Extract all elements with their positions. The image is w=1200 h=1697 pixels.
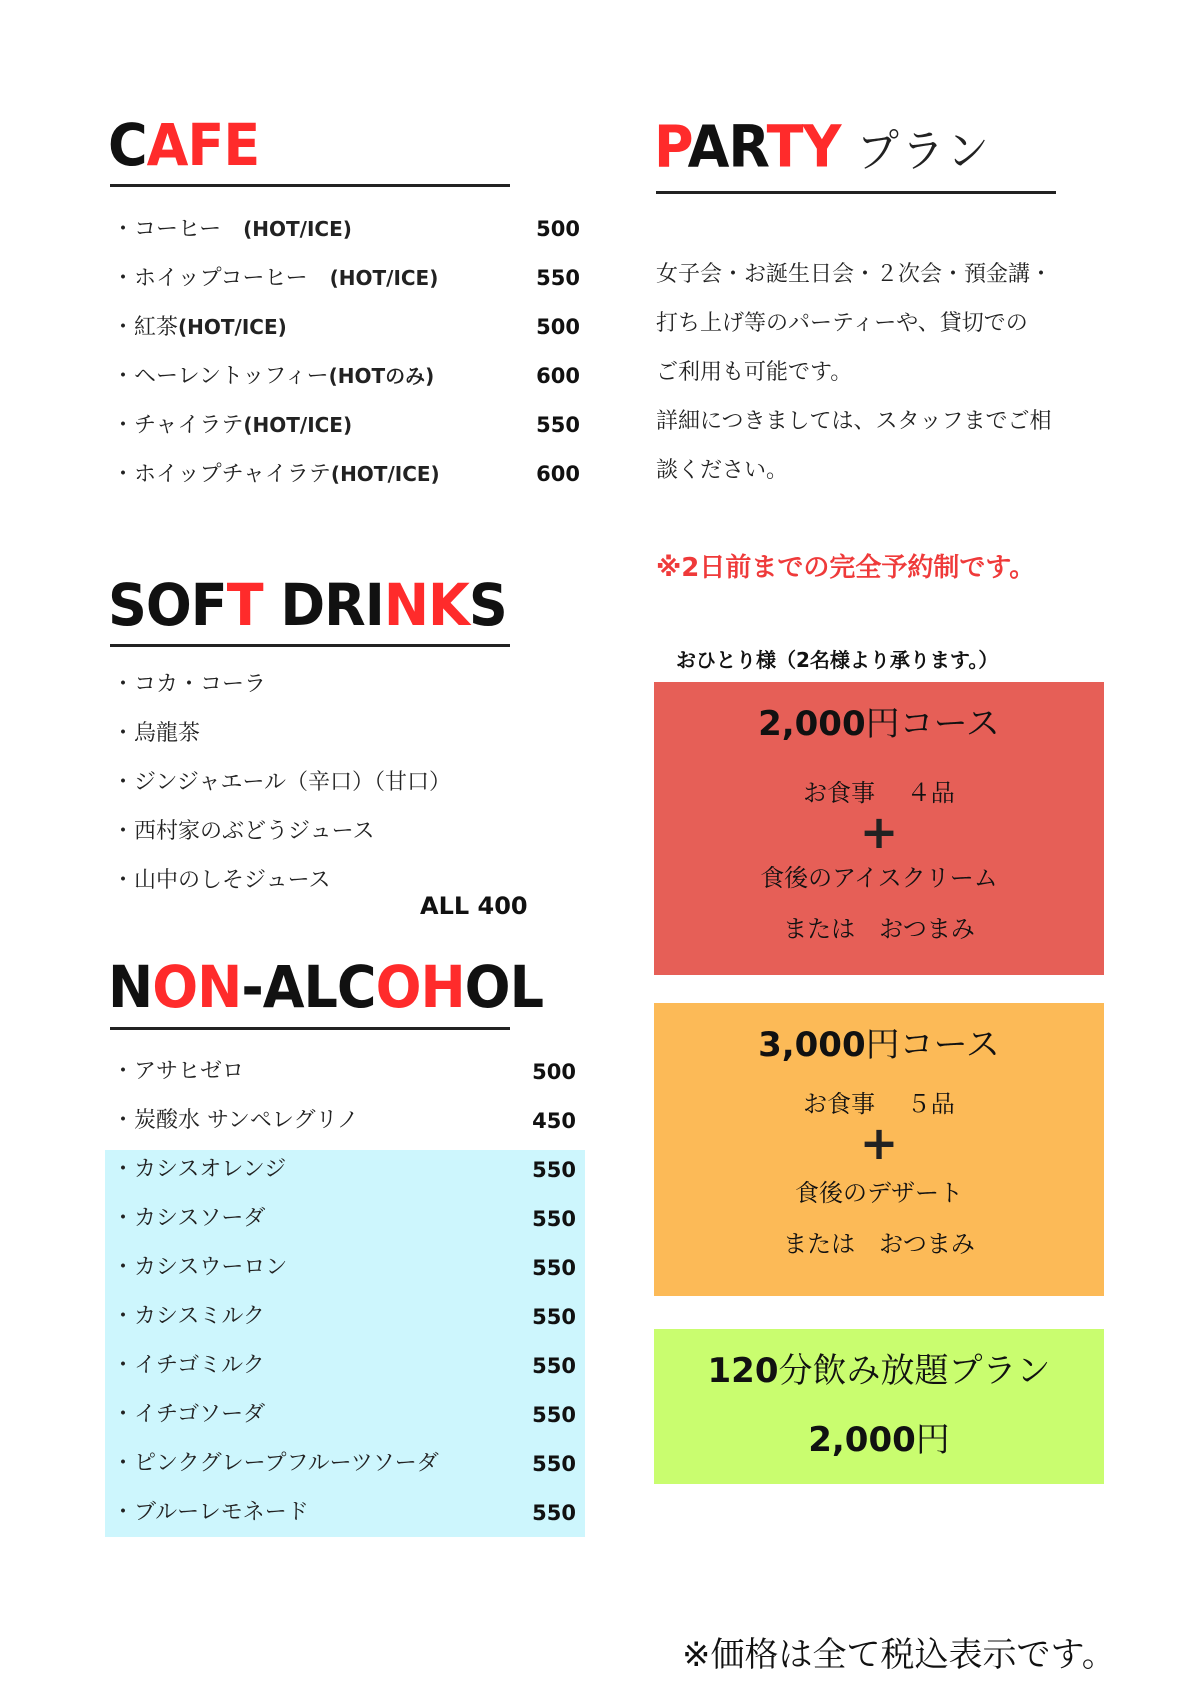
reservation-notice: ※2日前までの完全予約制です。	[656, 553, 1036, 583]
course-2000-meal: お食事 ４品	[803, 779, 955, 807]
item-price: 550	[536, 413, 580, 437]
course-3000-heading: 3,000円コース	[758, 1025, 1000, 1065]
item-price: 550	[532, 1256, 576, 1280]
all-you-can-drink-box	[654, 1329, 1104, 1484]
cafe-title-part: C	[108, 111, 147, 180]
description-line: 談ください。	[656, 458, 789, 483]
list-item: ・ホイップコーヒー (HOT/ICE)	[112, 266, 439, 291]
list-item: ・烏龍茶	[112, 721, 201, 746]
item-price: 550	[532, 1207, 576, 1231]
course-3000-box	[654, 1003, 1104, 1296]
list-item: ・山中のしそジュース	[112, 868, 331, 893]
item-price: 500	[536, 315, 580, 339]
list-item: ・ブルーレモネード	[112, 1500, 309, 1525]
item-price: 500	[532, 1060, 576, 1084]
per-person-label: おひとり様（2名様より承ります。）	[676, 648, 999, 672]
item-price: 550	[532, 1305, 576, 1329]
tax-included-note: ※価格は全て税込表示です。	[682, 1635, 1116, 1675]
cafe-title-part: AFE	[146, 111, 260, 180]
plus-icon: +	[859, 805, 899, 859]
list-item: ・西村家のぶどうジュース	[112, 819, 375, 844]
list-item: ・ヘーレントッフィー(HOTのみ)	[112, 364, 435, 389]
list-item: ・カシスミルク	[112, 1304, 265, 1329]
description-line: 女子会・お誕生日会・２次会・預金講・	[656, 262, 1053, 287]
list-item: ・ピンクグレープフルーツソーダ	[112, 1451, 439, 1476]
item-price: 600	[536, 462, 580, 486]
course-3000-meal: お食事 ５品	[803, 1090, 955, 1118]
list-item: ・ホイップチャイラテ(HOT/ICE)	[112, 462, 440, 487]
list-item: ・炭酸水 サンペレグリノ	[112, 1108, 359, 1133]
plus-icon: +	[859, 1116, 899, 1170]
item-price: 550	[532, 1501, 576, 1525]
course-3000-dessert: 食後のデザート	[795, 1179, 963, 1207]
description-line: 詳細につきましては、スタッフまでご相	[656, 409, 1052, 434]
non-alcohol-title: NON-ALCOHOL	[108, 953, 543, 1022]
list-item: ・カシスオレンジ	[112, 1157, 287, 1182]
party-description	[656, 250, 1052, 495]
non-alcohol-divider	[110, 1027, 510, 1030]
list-item: ・カシスウーロン	[112, 1255, 288, 1280]
list-item: ・コカ・コーラ	[112, 672, 267, 697]
all-you-can-drink-price: 2,000円	[808, 1420, 950, 1460]
item-price: 600	[536, 364, 580, 388]
item-price: 500	[536, 217, 580, 241]
list-item: ・イチゴソーダ	[112, 1402, 266, 1427]
soft-drinks-divider	[110, 644, 510, 647]
cafe-divider	[110, 184, 510, 187]
item-price: 450	[532, 1109, 576, 1133]
list-item: ・カシスソーダ	[112, 1206, 266, 1231]
all-you-can-drink-title: 120分飲み放題プラン	[707, 1351, 1051, 1391]
course-2000-box	[654, 682, 1104, 975]
list-item: ・コーヒー (HOT/ICE)	[112, 217, 352, 242]
item-price: 550	[532, 1452, 576, 1476]
course-2000-dessert: 食後のアイスクリーム	[760, 864, 998, 892]
list-item: ・アサヒゼロ	[112, 1059, 245, 1084]
list-item: ・紅茶(HOT/ICE)	[112, 315, 287, 340]
soft-drinks-all-price: ALL 400	[420, 892, 528, 920]
description-line: ご利用も可能です。	[656, 360, 853, 385]
course-3000-alt: または おつまみ	[783, 1230, 975, 1258]
course-2000-heading: 2,000円コース	[758, 704, 1000, 744]
course-2000-alt: または おつまみ	[783, 915, 975, 943]
item-price: 550	[532, 1403, 576, 1427]
cafe-title	[108, 113, 259, 178]
party-title: PARTY プラン	[654, 112, 992, 181]
description-line: 打ち上げ等のパーティーや、貸切での	[656, 311, 1028, 336]
item-price: 550	[532, 1354, 576, 1378]
soft-drinks-title: SOFT DRINKS	[108, 571, 507, 640]
list-item: ・イチゴミルク	[112, 1353, 265, 1378]
party-divider	[656, 191, 1056, 194]
list-item: ・チャイラテ(HOT/ICE)	[112, 413, 353, 438]
item-price: 550	[532, 1158, 576, 1182]
item-price: 550	[536, 266, 580, 290]
list-item: ・ジンジャエール（辛口）（甘口）	[112, 770, 452, 795]
